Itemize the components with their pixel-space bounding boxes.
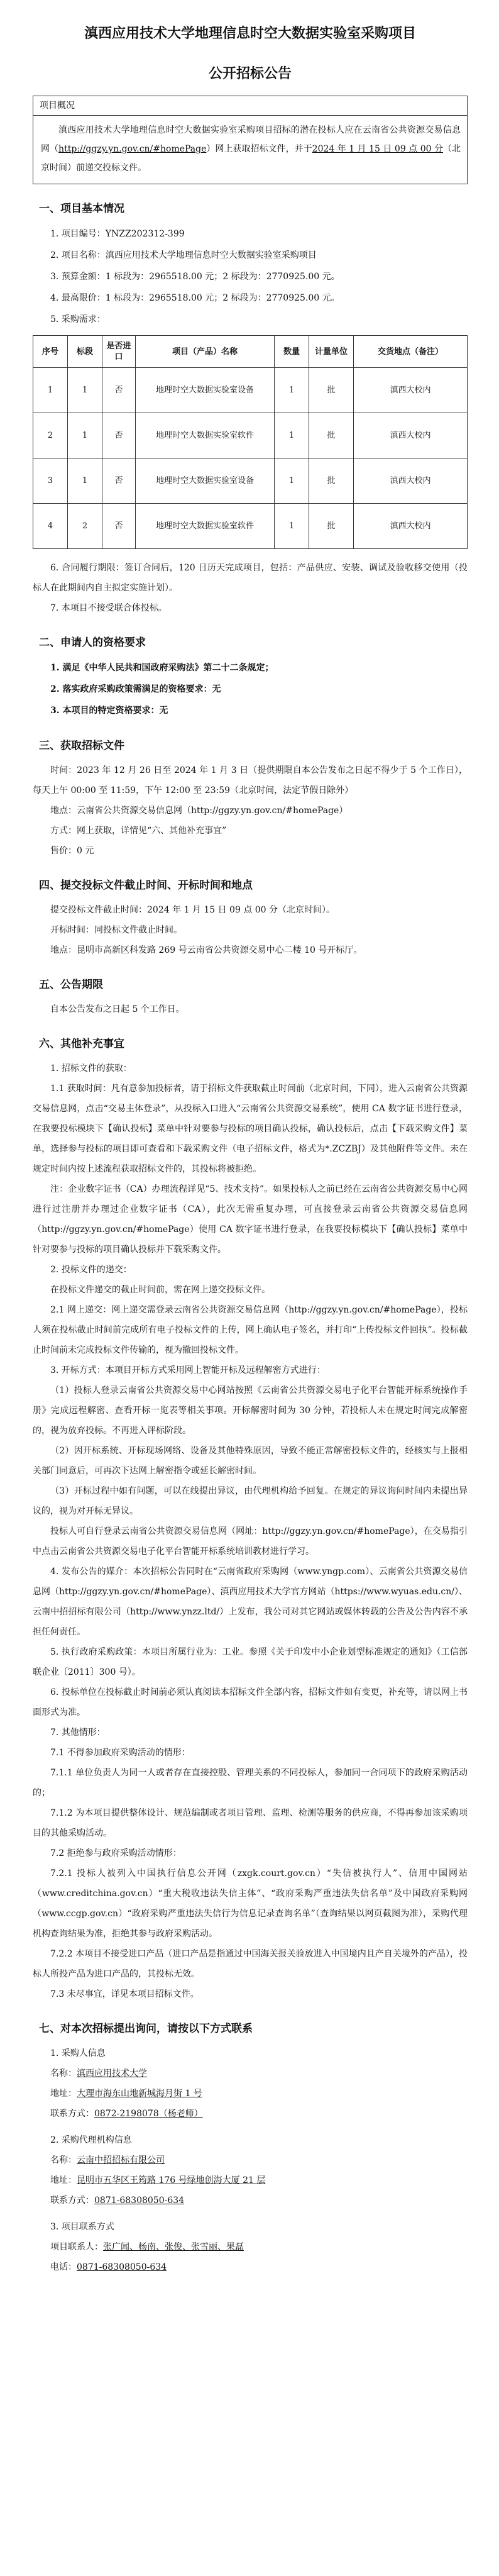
paragraph: 7.1.1 单位负责人为同一人或者存在直接控股、管理关系的不同投标人，参加同一合同项下的政府采购活动的； (33, 1768, 468, 1798)
paragraph: （2）因开标系统、开标现场网络、设备及其他特殊原因，导致不能正常解密投标文件的，经核实与上报相关部门同意后，可再次下达网上解密指令或延长解密时间。 (33, 1446, 468, 1476)
column-header: 计量单位 (309, 336, 354, 368)
column-header: 数量 (275, 336, 309, 368)
opening-time: 开标时间：同投标文件截止时间。 (50, 925, 182, 935)
project-summary-box (33, 96, 468, 184)
table-cell: 批 (309, 368, 354, 413)
no-joint-bid-note: 7. 本项目不接受联合体投标。 (50, 603, 167, 613)
document-title: 滇西应用技术大学地理信息时空大数据实验室采购项目 (84, 25, 416, 42)
section-heading: 七、对本次招标提出询问，请按以下方式联系 (39, 2023, 253, 2035)
table-cell: 批 (309, 458, 354, 504)
agency-address: 昆明市五华区王筠路 176 号绿地创海大厦 21 层 (77, 2175, 266, 2185)
table-cell: 1 (68, 413, 102, 458)
acquisition-place: 地点：云南省公共资源交易信息网（http://ggzy.yn.gov.cn/#homePage） (50, 806, 348, 816)
table-cell: 1 (275, 413, 309, 458)
table-row (33, 368, 468, 413)
table-cell: 否 (102, 413, 136, 458)
paragraph: 1. 招标文件的获取： (50, 1063, 132, 1074)
purchaser-address-row (33, 2084, 468, 2104)
table-cell: 地理时空大数据实验室软件 (136, 413, 275, 458)
summary-deadline: 2024 年 1 月 15 日 09 点 00 分 (312, 144, 443, 154)
paragraph: 7.1.2 为本项目提供整体设计、规范编制或者项目管理、监理、检测等服务的供应商，不得再参加该采购项目的其他采购活动。 (33, 1808, 468, 1838)
purchaser-name: 滇西应用技术大学 (77, 2068, 147, 2079)
field-label: 地址： (50, 2089, 77, 2099)
document-subtitle: 公开招标公告 (208, 65, 292, 82)
summary-heading: 项目概况 (33, 96, 467, 116)
table-cell: 1 (275, 368, 309, 413)
acquisition-time: 时间：2023 年 12 月 26 日至 2024 年 1 月 3 日（提供期限自本公告发布之日起不得少于 5 个工作日），每天上午 00:00 至 11:59，下午 12:00 至 23:59（北京时间，法定节假日除外） (33, 765, 468, 796)
section-heading: 一、项目基本情况 (39, 203, 124, 215)
table-cell: 地理时空大数据实验室设备 (136, 368, 275, 413)
paragraph: 7.3 未尽事宜，详见本项目招标文件。 (50, 1989, 199, 1999)
contact-persons: 张广闻、杨南、张俊、张雪丽、果磊 (103, 2242, 244, 2252)
field-label: 名称： (50, 2155, 77, 2165)
field-label: 联系方式： (50, 2109, 94, 2119)
paragraph: 2. 投标文件的递交： (50, 1265, 132, 1275)
acquisition-method: 方式：网上获取，详情见“六、其他补充事宜” (50, 826, 227, 836)
table-cell: 2 (33, 413, 68, 458)
contact-phone-row (33, 2257, 468, 2277)
contact-person-row (33, 2237, 468, 2257)
paragraph: 投标人可自行登录云南省公共资源交易信息网（网址：http://ggzy.yn.gov.cn/#homePage），在交易指引中点击云南省公共资源交易电子化平台智能开标系统培训教材进行学习。 (33, 1526, 468, 1557)
table-cell: 1 (33, 368, 68, 413)
summary-text-part: ）网上获取招标文件，并于 (206, 144, 312, 154)
qualification-item: 1. 满足《中华人民共和国政府采购法》第二十二条规定； (50, 663, 274, 673)
summary-text-part: （北京时间）前递交投标文件。 (41, 144, 461, 173)
paragraph: 7.2.1 投标人被列入中国执行信息公开网（zxgk.court.gov.cn）“失信被执行人”、信用中国网站（www.creditchina.gov.cn）“重大税收违法失信主体”、“政府采购严重违法失信名单”及中国政府采购网（www.ccgp.gov.cn）“政府采购严重违法失信行为信息记录查询名单”（查询结果以网页截图为准），采购代理机构查询结果为准，拒绝其参与政府采购活动。 (33, 1868, 468, 1939)
purchaser-heading: 1. 采购人信息 (50, 2048, 106, 2058)
project-contact-heading: 3. 项目联系方式 (50, 2222, 114, 2232)
acquisition-price: 售价：0 元 (50, 846, 94, 856)
purchaser-name-row (33, 2063, 468, 2084)
field-label: 名称： (50, 2068, 77, 2079)
agency-name-row (33, 2150, 468, 2170)
column-header: 交货地点（备注） (354, 336, 468, 368)
purchaser-address: 大理市海东山地新城海月街 1 号 (77, 2089, 202, 2099)
paragraph: 7.1 不得参加政府采购活动的情形： (50, 1748, 190, 1758)
purchaser-phone-row (33, 2104, 468, 2124)
contract-period: 6. 合同履行期限：签订合同后，120 日历天完成项目，包括：产品供应、安装、调试及验收移交使用（投标人在此期间内自主拟定实施计划）。 (33, 563, 468, 593)
max-price: 4. 最高限价：1 标段为：2965518.00 元；2 标段为：2770925.00 元。 (50, 293, 340, 303)
column-header: 项目（产品）名称 (136, 336, 275, 368)
paragraph: 在投标文件递交的截止时间前，需在网上递交投标文件。 (50, 1285, 270, 1295)
column-header: 标段 (68, 336, 102, 368)
section-heading: 六、其他补充事宜 (39, 1038, 124, 1050)
section-heading: 四、提交投标文件截止时间、开标时间和地点 (39, 879, 253, 892)
field-label: 电话： (50, 2262, 77, 2272)
paragraph: 7.2 拒绝参与政府采购活动情形： (50, 1848, 182, 1858)
contact-phone: 0871-68308050-634 (77, 2262, 167, 2272)
bid-deadline: 提交投标文件截止时间：2024 年 1 月 15 日 09 点 00 分（北京时间）。 (50, 905, 336, 915)
procurement-table (33, 335, 468, 549)
paragraph: 注：企业数字证书（CA）办理流程详见“5、技术支持”。如果投标人之前已经在云南省公共资源交易中心网进行过注册并办理过企业数字证书（CA），此次无需重复办理，可直接登录云南省公共资源交易信息网（http://ggzy.yn.gov.cn/#homePage）使用 CA 数字证书进行登录，在我要投标模块下【确认投标】菜单中针对要参与投标的项目确认投标并下载采购文件。 (33, 1184, 468, 1255)
table-cell: 否 (102, 504, 136, 549)
paragraph: 7. 其他情形： (50, 1728, 106, 1738)
field-label: 联系方式： (50, 2196, 94, 2206)
field-label: 项目联系人： (50, 2242, 103, 2252)
table-cell: 2 (68, 504, 102, 549)
table-cell: 滇西大校内 (354, 368, 468, 413)
table-cell: 滇西大校内 (354, 458, 468, 504)
table-row (33, 458, 468, 504)
announcement-period: 自本公告发布之日起 5 个工作日。 (50, 1004, 185, 1014)
agency-phone: 0871-68308050-634 (94, 2196, 185, 2206)
opening-place: 地点：昆明市高新区科发路 269 号云南省公共资源交易中心二楼 10 号开标厅。 (50, 945, 363, 955)
table-cell: 否 (102, 458, 136, 504)
table-cell: 批 (309, 504, 354, 549)
table-cell: 1 (275, 458, 309, 504)
project-name: 2. 项目名称：滇西应用技术大学地理信息时空大数据实验室采购项目 (50, 250, 317, 260)
summary-url[interactable]: http://ggzy.yn.gov.cn/#homePage (58, 144, 207, 154)
paragraph: 1.1 获取时间：凡有意参加投标者，请于招标文件获取截止时间前（北京时间，下同），进入云南省公共资源交易信息网，点击“交易主体登录”，从投标入口进入“云南省公共资源交易系统”，使用 CA 数字证书进行登录，在我要投标模块下【确认投标】菜单中针对要参与投标的项目确认投标，确认投标后，点击【下载采购文件】菜单，选择参与投标的项目即可查看和下载采购文件（电子招标文件，格式为*.ZCZBJ）及其他附件等文件。未在规定时间内按上述流程获取招标文件的，其投标将被拒绝。 (33, 1084, 468, 1174)
paragraph: 3. 开标方式：本项目开标方式采用网上智能开标及远程解密方式进行： (50, 1365, 326, 1375)
table-cell: 地理时空大数据实验室软件 (136, 504, 275, 549)
agency-phone-row (33, 2190, 468, 2211)
section-heading: 二、申请人的资格要求 (39, 636, 146, 649)
section-heading: 三、获取招标文件 (39, 740, 124, 752)
section-heading: 五、公告期限 (39, 979, 103, 991)
table-cell: 1 (68, 368, 102, 413)
paragraph: 7.2.2 本项目不接受进口产品（进口产品是指通过中国海关报关验放进入中国境内且产自关境外的产品），投标人所投产品为进口产品的，其投标无效。 (33, 1949, 468, 1979)
table-cell: 4 (33, 504, 68, 549)
procurement-needs-label: 5. 采购需求： (50, 314, 106, 325)
paragraph: （1）投标人登录云南省公共资源交易中心网站按照《云南省公共资源交易电子化平台智能开标系统操作手册》完成远程解密、查看开标一览表等相关事项。开标解密时间为 30 分钟，若投标人未在规定时间完成解密的，视为放弃投标。不再进入评标阶段。 (33, 1385, 468, 1436)
table-row (33, 504, 468, 549)
paragraph: 2.1 网上递交：网上递交需登录云南省公共资源交易信息网（http://ggzy.yn.gov.cn/#homePage），投标人须在投标截止时间前完成所有电子投标文件的上传，网上确认电子签名，并打印“上传投标文件回执”。投标截止时间前未完成投标文件传输的，视为撤回投标文件。 (33, 1305, 468, 1355)
qualification-item: 3. 本项目的特定资格要求：无 (50, 706, 168, 716)
table-header-row (33, 336, 468, 368)
summary-text (33, 116, 467, 184)
paragraph: 5. 执行政府采购政策：本项目所属行业为：工业。参照《关于印发中小企业划型标准规定的通知》（工信部联企业〔2011〕300 号）。 (33, 1647, 468, 1677)
qualification-item: 2. 落实政府采购政策需满足的资格要求：无 (50, 684, 221, 694)
table-cell: 否 (102, 368, 136, 413)
table-cell: 滇西大校内 (354, 413, 468, 458)
purchaser-phone: 0872-2198078（杨老师） (94, 2109, 203, 2119)
column-header: 是否进口 (102, 336, 136, 368)
table-cell: 3 (33, 458, 68, 504)
table-cell: 1 (68, 458, 102, 504)
budget-amount: 3. 预算金额：1 标段为：2965518.00 元；2 标段为：2770925.00 元。 (50, 272, 340, 282)
table-cell: 批 (309, 413, 354, 458)
summary-text-part: 滇西应用技术大学地理信息时空大数据实验室采购项目招标的潜在投标人应在云南省公共资源交易信息网（ (41, 125, 461, 154)
project-number: 1. 项目编号：YNZZ202312-399 (50, 229, 185, 239)
agency-name: 云南中招招标有限公司 (77, 2155, 165, 2165)
column-header: 序号 (33, 336, 68, 368)
table-cell: 滇西大校内 (354, 504, 468, 549)
table-cell: 1 (275, 504, 309, 549)
paragraph: 6. 投标单位在投标截止时间前必须认真阅读本招标文件全部内容，招标文件如有变更，补充等，请以网上书面形式为准。 (33, 1687, 468, 1718)
agency-address-row (33, 2170, 468, 2190)
table-row (33, 413, 468, 458)
paragraph: 4. 发布公告的媒介：本次招标公告同时在“云南省政府采购网（www.yngp.com）、云南省公共资源交易信息网（http://ggzy.yn.gov.cn/#homePage）、滇西应用技术大学官方网站（https://www.wyuas.edu.cn/）、云南中招招标有限公司（http://www.ynzz.ltd/）上发布，我公司对其它网站或媒体转载的公告及公告内容不承担任何责任。 (33, 1567, 468, 1637)
paragraph: （3）开标过程中如有问题，可以在线提出异议，由代理机构给予回复。在规定的异议询问时间内未提出异议的，视为对开标无异议。 (33, 1486, 468, 1516)
agency-heading: 2. 采购代理机构信息 (50, 2135, 132, 2145)
field-label: 地址： (50, 2175, 77, 2185)
table-cell: 地理时空大数据实验室设备 (136, 458, 275, 504)
